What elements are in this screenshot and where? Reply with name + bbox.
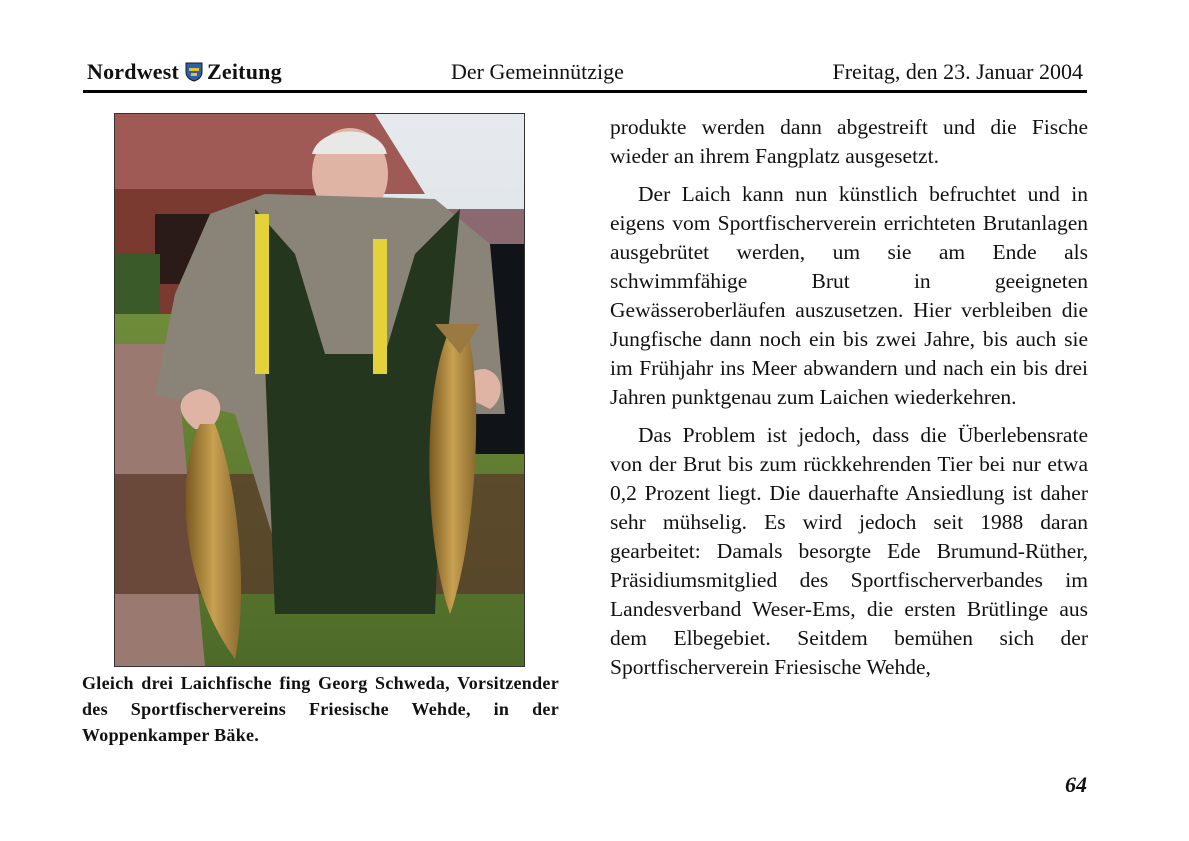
section-title: Der Gemeinnützige [451,59,624,84]
header-rule [83,90,1087,93]
masthead-left: Nordwest [87,59,180,84]
article-paragraph: Das Problem ist jedoch, dass die Überlebensrate von der Brut bis zum rückkehrenden Tier bei nur etwa 0,2 Prozent liegt. Die dauerhafte Ansiedlung ist daher sehr mühselig. Es wird jedoch seit 1988 daran gearbeitet: Damals besorgte Ede Brumund-Rüther, Präsidiumsmitglied des Sportfischerverbandes im Landesverband Weser-Ems, die ersten Brütlinge aus dem Elbegebiet. Seitdem bemühen sich der Sportfischerverein Friesische Wehde, [610,423,1088,679]
masthead-right: Zeitung [207,59,282,84]
crest-icon [185,62,203,82]
masthead [87,59,282,85]
article-body [610,113,1088,691]
page-number: 64 [1065,772,1087,797]
issue-date: Freitag, den 23. Januar 2004 [832,59,1083,84]
photo-caption: Gleich drei Laichfische fing Georg Schweda, Vorsitzender des Sportfischervereins Friesische Wehde, in der Woppenkamper Bäke. [82,673,559,745]
article-paragraph: Der Laich kann nun künstlich befruchtet und in eigens vom Sportfischerverein errichteten Brutanlagen ausgebrütet werden, um sie am Ende als schwimmfähige Brut in geeigneten Gewässeroberläufen auszusetzen. Hier verbleiben die Jungfische dann noch ein bis zwei Jahre, bis auch sie im Frühjahr ins Meer abwandern und nach ein bis drei Jahren punktgenau zum Laichen wiederkehren. [610,182,1088,409]
article-photo [114,113,525,667]
article-paragraph: produkte werden dann abgestreift und die Fische wieder an ihrem Fangplatz ausgesetzt. [610,115,1088,168]
photo-illustration [115,114,524,666]
page-header [83,56,1087,88]
